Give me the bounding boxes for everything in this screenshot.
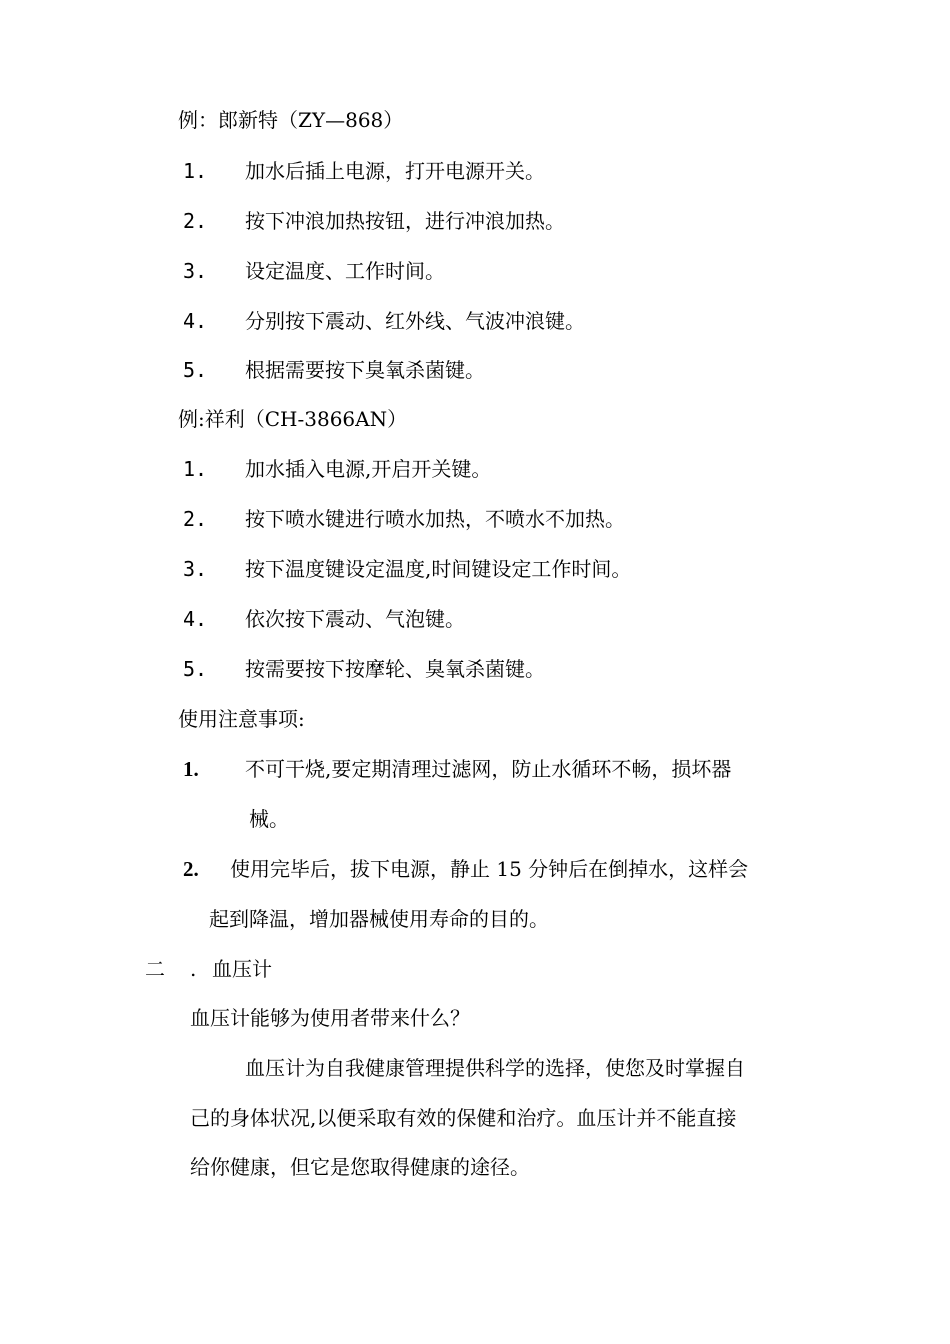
example2-step2-text: 按下喷水键进行喷水加热，不喷水不加热。 xyxy=(245,507,625,531)
example1-step1-text: 加水后插上电源，打开电源开关。 xyxy=(245,159,545,183)
example2-step4-text: 依次按下震动、气泡键。 xyxy=(245,607,465,631)
example2-step1-number: 1. xyxy=(183,457,208,481)
example1-step2-text: 按下冲浪加热按钮，进行冲浪加热。 xyxy=(245,209,565,233)
note2-text-line1: 使用完毕后，拔下电源，静止 15 分钟后在倒掉水，这样会 xyxy=(230,857,749,881)
example2-step3-text: 按下温度键设定温度,时间键设定工作时间。 xyxy=(245,557,632,581)
notes-heading: 使用注意事项: xyxy=(178,707,305,731)
example1-step4-number: 4. xyxy=(183,309,208,333)
example1-step3-text: 设定温度、工作时间。 xyxy=(245,259,445,283)
section2-title: 血压计 xyxy=(212,957,272,981)
example2-step1-text: 加水插入电源,开启开关键。 xyxy=(245,457,492,481)
note1-text-line2: 械。 xyxy=(249,807,289,831)
section2-paragraph-line1: 血压计为自我健康管理提供科学的选择，使您及时掌握自 xyxy=(245,1056,745,1080)
example1-step5-text: 根据需要按下臭氧杀菌键。 xyxy=(245,358,485,382)
example2-step5-number: 5. xyxy=(183,657,208,681)
example1-step2-number: 2. xyxy=(183,209,208,233)
note1-number: 1. xyxy=(183,757,199,781)
section2-number: 二 xyxy=(145,957,165,981)
note2-number: 2. xyxy=(183,857,199,881)
section2-dot: . xyxy=(190,957,197,981)
example2-heading: 例:祥利（CH-3866AN） xyxy=(178,407,408,431)
example1-heading: 例：郎新特（ZY—868） xyxy=(178,108,404,132)
example1-step5-number: 5. xyxy=(183,358,208,382)
section2-question: 血压计能够为使用者带来什么？ xyxy=(190,1006,470,1030)
example2-step2-number: 2. xyxy=(183,507,208,531)
example2-step5-text: 按需要按下按摩轮、臭氧杀菌键。 xyxy=(245,657,545,681)
example2-step3-number: 3. xyxy=(183,557,208,581)
example1-step3-number: 3. xyxy=(183,259,208,283)
section2-paragraph-line2: 己的身体状况,以便采取有效的保健和治疗。血压计并不能直接 xyxy=(190,1106,737,1130)
example2-step4-number: 4. xyxy=(183,607,208,631)
example1-step4-text: 分别按下震动、红外线、气波冲浪键。 xyxy=(245,309,585,333)
note1-text-line1: 不可干烧,要定期清理过滤网，防止水循环不畅，损坏器 xyxy=(245,757,732,781)
section2-paragraph-line3: 给你健康，但它是您取得健康的途径。 xyxy=(190,1155,530,1179)
note2-text-line2: 起到降温，增加器械使用寿命的目的。 xyxy=(209,907,549,931)
example1-step1-number: 1. xyxy=(183,159,208,183)
